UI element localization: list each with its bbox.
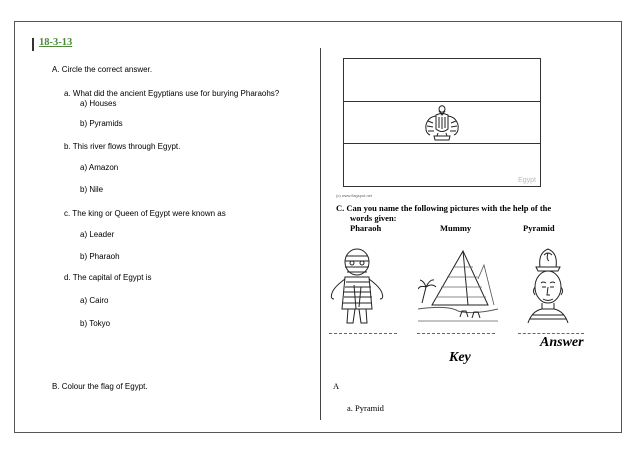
flag-stripe-divider-top [344, 101, 540, 102]
column-divider [320, 48, 321, 420]
section-a-heading: A. Circle the correct answer. [52, 65, 153, 74]
question-c-option-1: a) Leader [80, 230, 115, 239]
word-pharaoh: Pharaoh [350, 223, 382, 233]
egypt-flag-outline[interactable] [343, 58, 541, 187]
question-d-option-2: b) Tokyo [80, 319, 111, 328]
pyramid-picture-icon [418, 247, 498, 325]
flag-stripe-divider-bottom [344, 143, 540, 144]
worksheet-date: 18-3-13 [39, 37, 73, 48]
answer-a: a. Pyramid [347, 403, 384, 413]
eagle-of-saladin-icon [422, 103, 462, 143]
question-b: b. This river flows through Egypt. [64, 142, 181, 151]
question-a-option-2: b) Pyramids [80, 119, 123, 128]
pharaoh-picture-icon [522, 247, 574, 327]
word-pyramid: Pyramid [523, 223, 555, 233]
question-b-option-1: a) Amazon [80, 163, 119, 172]
section-c-heading-line2: words given: [350, 213, 397, 223]
answer-blank-1[interactable] [329, 333, 397, 334]
mummy-picture-icon [328, 247, 386, 327]
question-c-option-2: b) Pharaoh [80, 252, 120, 261]
answer-key-label-line1: Answer [540, 335, 584, 350]
question-c: c. The king or Queen of Egypt were known as [64, 209, 226, 218]
question-a: a. What did the ancient Egyptians use for burying Pharaohs? [64, 89, 280, 98]
section-c-heading-line1: C. Can you name the following pictures with the help of the [336, 203, 552, 213]
question-d: d. The capital of Egypt is [64, 273, 152, 282]
date-marker [32, 38, 34, 51]
answers-section-label: A [333, 381, 340, 391]
question-a-option-1: a) Houses [80, 99, 117, 108]
section-b-heading: B. Colour the flag of Egypt. [52, 382, 148, 391]
question-d-option-1: a) Cairo [80, 296, 109, 305]
flag-watermark: Egypt [518, 177, 536, 184]
answer-blank-2[interactable] [417, 333, 495, 334]
answer-key-label-line2: Key [449, 350, 471, 365]
answer-blank-3[interactable] [518, 333, 584, 334]
word-mummy: Mummy [440, 223, 472, 233]
flag-credit: (c) www.flagspot.net [336, 193, 373, 198]
question-b-option-2: b) Nile [80, 185, 104, 194]
